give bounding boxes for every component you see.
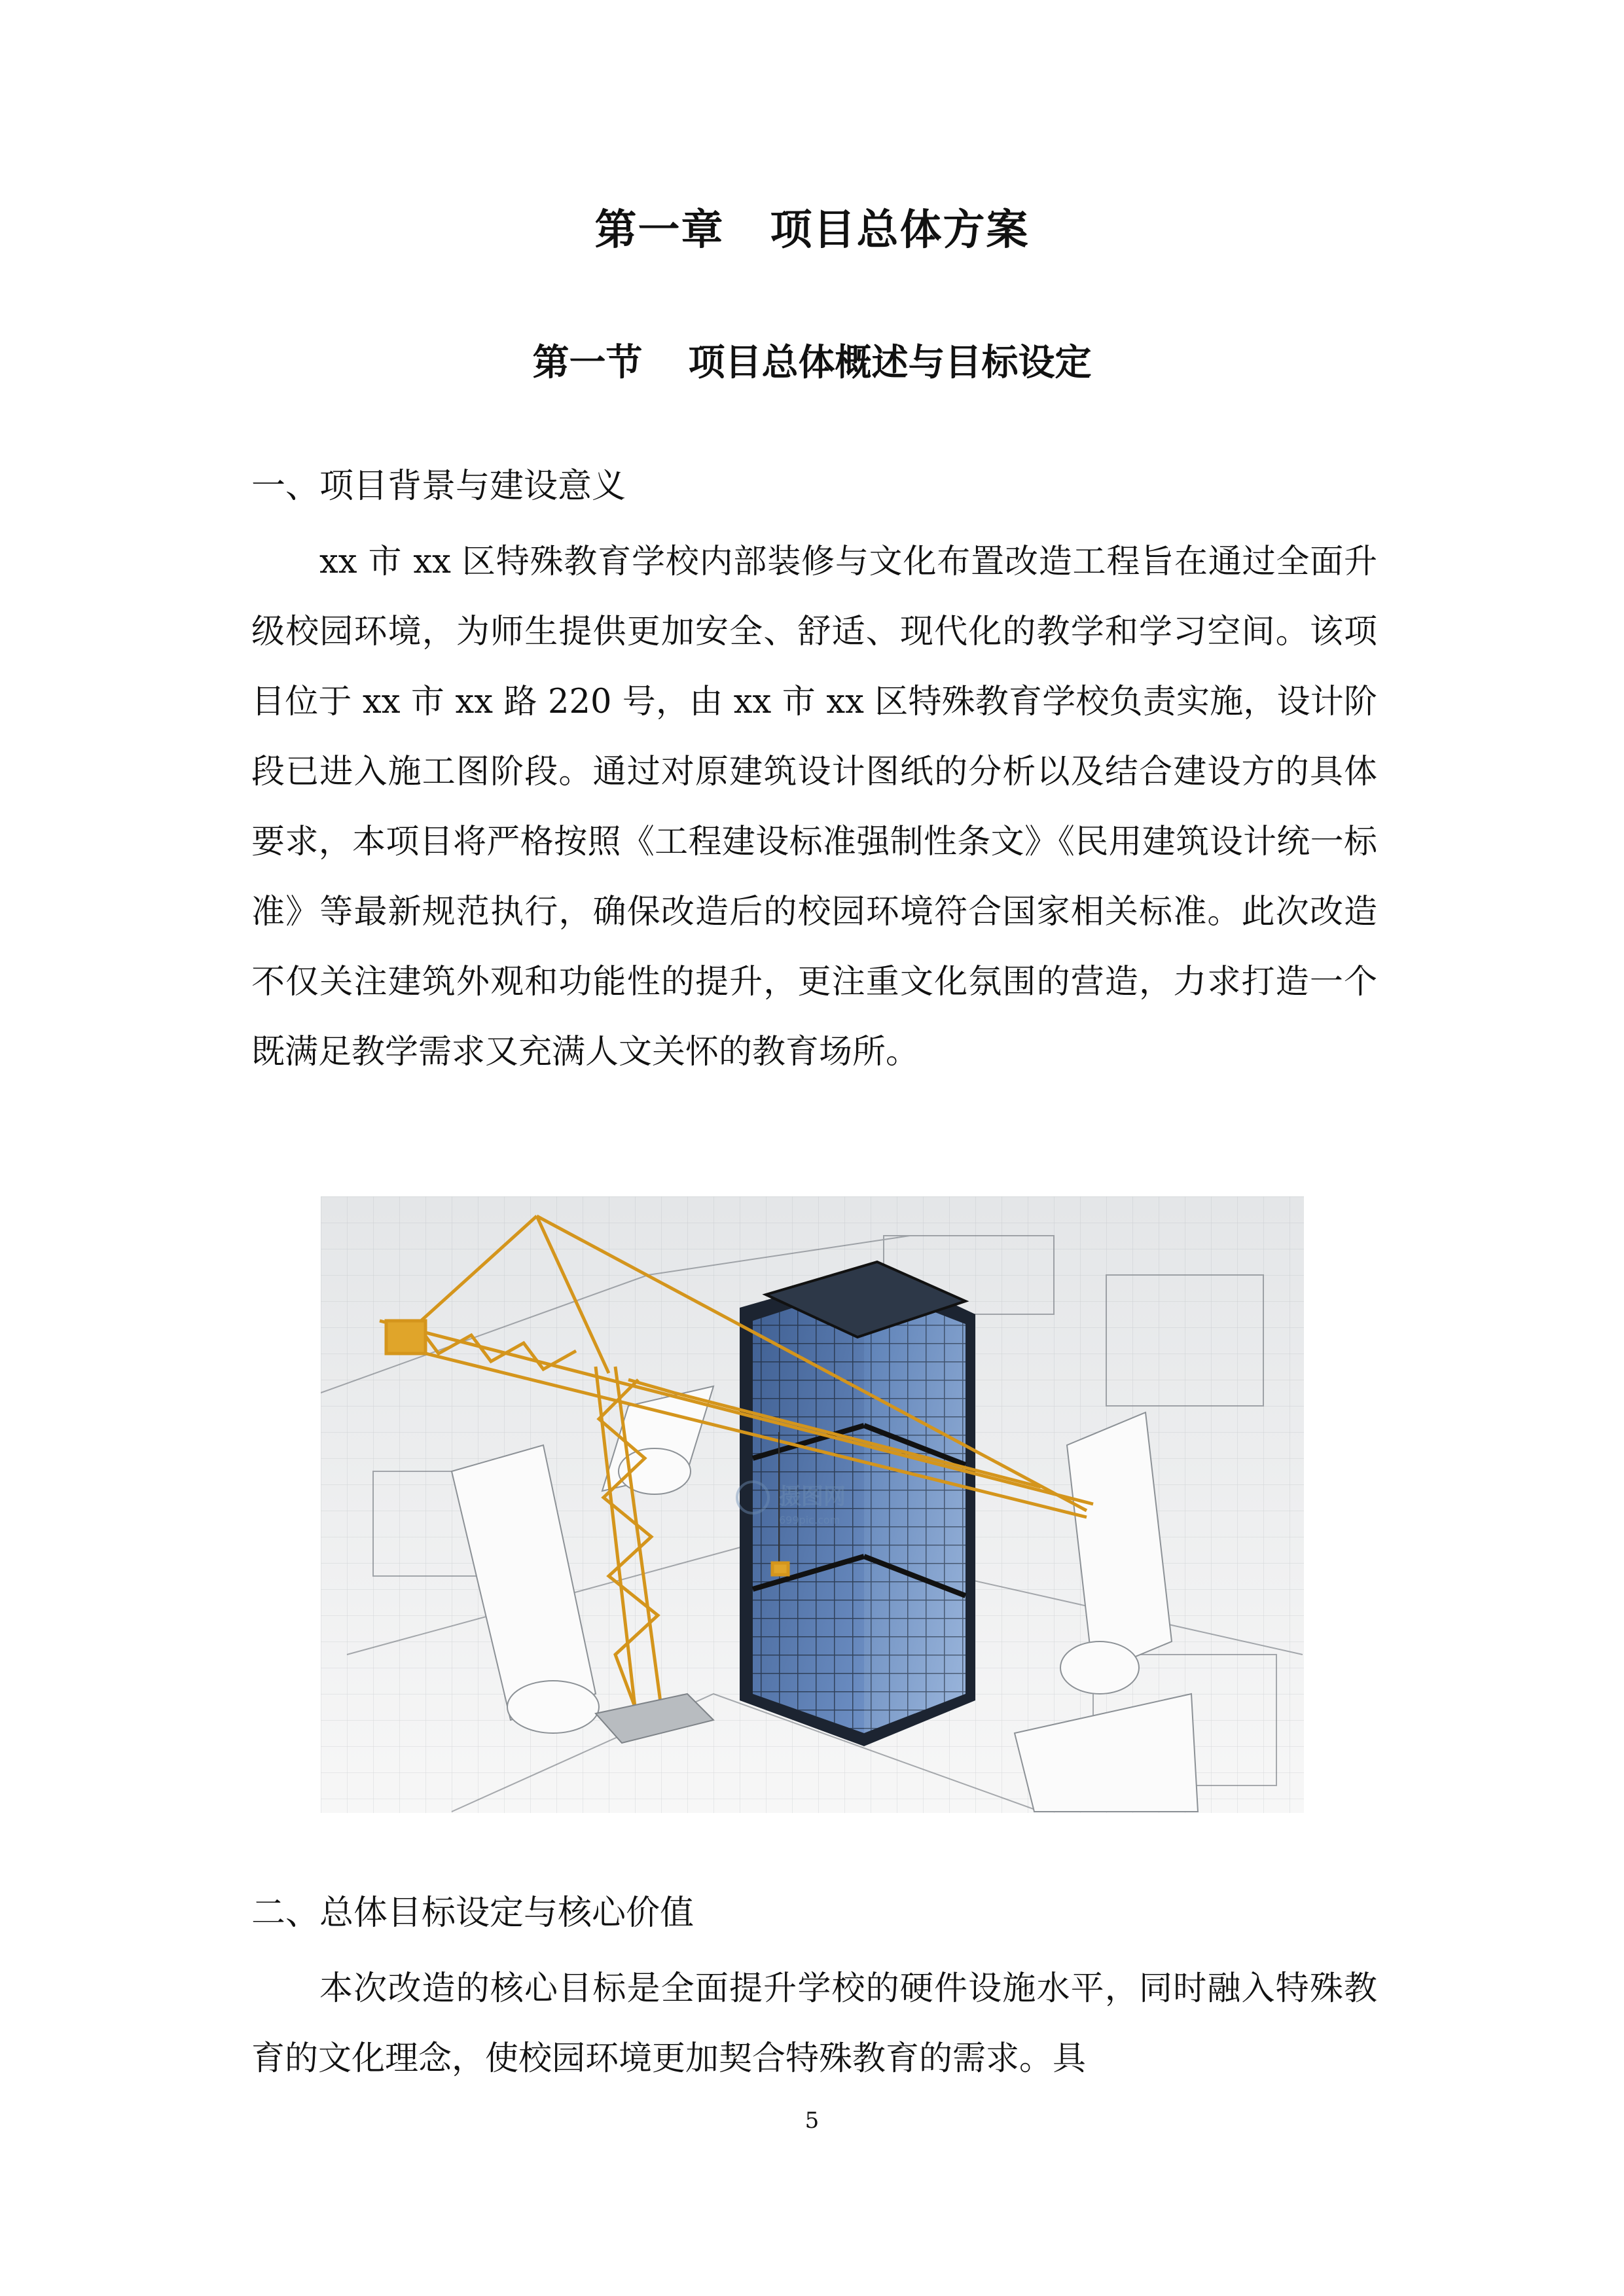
heading-background: 一、项目背景与建设意义	[251, 467, 626, 506]
paragraph-background: xx 市 xx 区特殊教育学校内部装修与文化布置改造工程旨在通过全面升级校园环境，为师生提供更加安全、舒适、现代化的教学和学习空间。该项目位于 xx 市 xx 路 220 号，由 xx 市 xx 区特殊教育学校负责实施，设计阶段已进入施工图阶段。通过对原建筑设计图纸的分析以及结合建设方的具体要求，本项目将严格按照《工程建设标准强制性条文》《民用建筑设计统一标准》等最新规范执行，确保改造后的校园环境符合国家相关标准。此次改造不仅关注建筑外观和功能性的提升，更注重文化氛围的营造，力求打造一个既满足教学需求又充满人文关怀的教育场所。	[251, 543, 1377, 1071]
heading-objectives: 二、总体目标设定与核心价值	[251, 1893, 695, 1933]
watermark-text: 摄图网	[779, 1484, 846, 1510]
paragraph-objectives: 本次改造的核心目标是全面提升学校的硬件设施水平，同时融入特殊教育的文化理念，使校园环境更加契合特殊教育的需求。具	[251, 1969, 1377, 2078]
watermark-url: 699pic.com	[779, 1514, 840, 1526]
section-label: 第一节	[532, 342, 643, 384]
chapter-name: 项目总体方案	[770, 206, 1030, 255]
crane-building-image	[321, 1196, 1304, 1813]
chapter-label: 第一章	[594, 206, 725, 255]
section-name: 项目总体概述与目标设定	[688, 342, 1092, 384]
page-number: 5	[804, 2108, 820, 2134]
construction-illustration	[321, 1196, 1304, 1813]
chapter-title	[0, 196, 1624, 257]
section-title	[0, 334, 1624, 386]
